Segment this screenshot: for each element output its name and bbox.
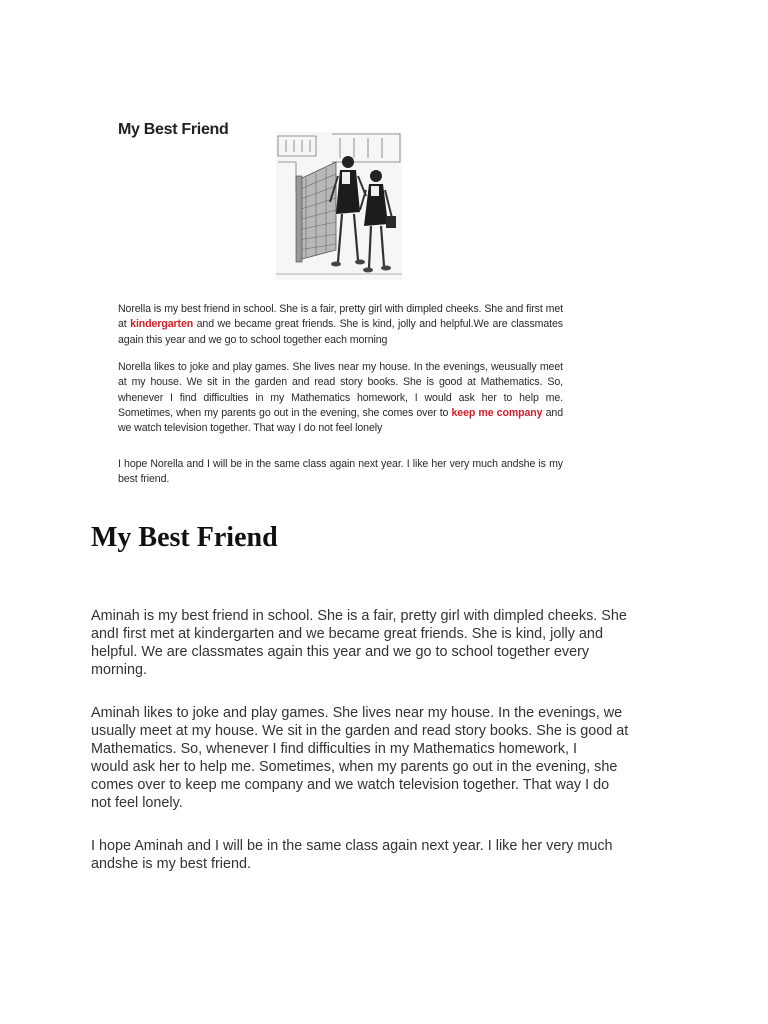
paragraph-line: helpful. We are classmates again this year and we go to school together every <box>91 644 590 660</box>
scan-paragraph-3: I hope Norella and I will be in the same class again next year. I like her very much andshe is my best friend. <box>118 458 563 486</box>
paragraph-2 <box>91 704 671 812</box>
scan-paragraph-1 <box>118 302 563 348</box>
paragraph-line: I hope Aminah and I will be in the same class again next year. I like her very much <box>91 838 613 854</box>
paragraph-line: Aminah is my best friend in school. She is a fair, pretty girl with dimpled cheeks. She <box>91 608 627 624</box>
two-girls-illustration <box>276 132 402 280</box>
paragraph-line: andshe is my best friend. <box>91 856 251 872</box>
scan-p1-text-before: Norella is my best friend in school. She is a fair, pretty girl with dimpled cheeks. She and first met at <box>118 303 563 331</box>
scan-highlight-keep-me-company: keep me company <box>451 406 543 419</box>
paragraph-line: morning. <box>91 662 147 678</box>
paragraph-1 <box>91 607 671 679</box>
worksheet-scan-image <box>108 112 568 504</box>
paragraph-3 <box>91 837 671 873</box>
scan-p2-text-before: Norella likes to joke and play games. She lives near my house. In the evenings, weusually meet at my house. We sit in the garden and read story books. She is good at Mathematics. So, whenever I find difficulties in my Mathematics homework, I would ask her to help me. Sometimes, when my parents go out in the evening, she comes over to <box>118 361 563 419</box>
scan-p1-text-after: and we became great friends. She is kind, jolly and helpful.We are classmates again this year and we go to school together each morning <box>118 318 563 346</box>
scan-p2-text-after: and we watch television together. That way I do not feel lonely <box>118 406 563 435</box>
scan-paragraph-2 <box>118 360 563 436</box>
paragraph-line: andI first met at kindergarten and we became great friends. She is kind, jolly and <box>91 626 603 642</box>
scan-title: My Best Friend <box>118 121 229 138</box>
page-title: My Best Friend <box>91 522 278 553</box>
scan-highlight-kindergarten: kindergarten <box>130 318 194 331</box>
paragraph-line: Aminah likes to joke and play games. She lives near my house. In the evenings, we <box>91 705 623 721</box>
paragraph-line: usually meet at my house. We sit in the garden and read story books. She is good at <box>91 723 629 739</box>
paragraph-line: not feel lonely. <box>91 795 183 811</box>
paragraph-line: comes over to keep me company and we watch television together. That way I do <box>91 777 610 793</box>
paragraph-line: Mathematics. So, whenever I find difficulties in my Mathematics homework, I <box>91 741 578 757</box>
paragraph-line: would ask her to help me. Sometimes, when my parents go out in the evening, she <box>91 759 618 775</box>
